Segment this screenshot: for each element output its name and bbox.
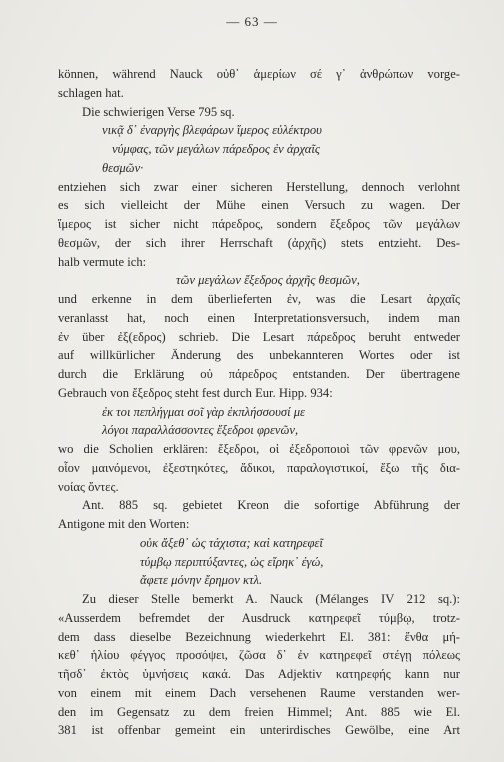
text-line: halb vermute ich:	[58, 254, 147, 269]
text-line: νικᾷ δ᾿ ἐναργὴς βλεφάρων ἵμερος εὐλέκτρου	[102, 123, 322, 138]
text-line: νύμφας, τῶν μεγάλων πάρεδρος ἐν ἀρχαῖς	[112, 142, 320, 156]
text-line: θεσμῶν, der sich ihrer Herrschaft (ἀρχῆς) stets entzieht. Des-	[58, 235, 460, 250]
text-line: 381 ist offenbar gemeint ein unterirdisches Gewölbe, eine Art	[58, 723, 460, 738]
text-line: von einem mit einem Dach versehenen Raume verstanden wer-	[58, 685, 460, 700]
body-text	[58, 65, 460, 740]
text-line: οἷον μαινόμενοι, ἐξεστηκότες, ἄδικοι, παραλογιστικοί, ἔξω τῆς δια-	[58, 460, 460, 475]
text-line: ἐν über ἐξ(εδρος) schrieb. Die Lesart πάρεδρος beruht entweder	[58, 329, 460, 344]
text-line: νοίας ὄντες.	[58, 479, 119, 494]
text-line: θεσμῶν·	[102, 160, 144, 175]
text-line: es sich vielleicht der Mühe einen Versuch zu wagen. Der	[58, 198, 460, 213]
text-line: τύμβῳ περιπτύξαντες, ὡς εἴρηκ᾿ ἐγώ,	[140, 554, 324, 569]
text-line: λόγοι παραλλάσσοντες ἔξεδροι φρενῶν,	[102, 423, 299, 438]
text-line: durch die Erklärung οὐ πάρεδρος entstanden. Der übertragene	[58, 367, 460, 381]
text-line: Antigone mit den Worten:	[58, 517, 190, 531]
text-line: τῆσδ᾿ ἐκτὸς ὑμνήσεις κακά. Das Adjektiv κατηρεφής kann nur	[58, 667, 460, 681]
text-line: ἐκ τοι πεπλήγμαι σοῖ γὰρ ἐκπλήσσουσί με	[102, 404, 306, 419]
text-line: dem dass dieselbe Bezeichnung wiederkehrt El. 381: ἔνθα μή-	[58, 629, 460, 644]
text-line: κεθ᾿ ἡλίου φέγγος προσόψει, ζῶσα δ᾿ ἐν κατηρεφεῖ στέγῃ πόλεως	[58, 648, 460, 663]
text-line: und erkenne in dem überlieferten ἐν, was die Lesart ἀρχαῖς	[58, 292, 460, 306]
text-line: den im Gegensatz zu dem freien Himmel; Ant. 885 wie El.	[58, 704, 460, 719]
text-line: schlagen hat.	[58, 85, 124, 100]
text-line: Zu dieser Stelle bemerkt A. Nauck (Mélanges IV 212 sq.):	[82, 592, 460, 606]
text-line: wo die Scholien erklären: ἔξεδροι, οἱ ἐξεδροποιοὶ τῶν φρενῶν μου,	[58, 442, 460, 456]
text-line: τῶν μεγάλων ἔξεδρος ἀρχῆς θεσμῶν,	[176, 273, 360, 288]
text-line: ἄφετε μόνην ἔρημον κτλ.	[140, 573, 263, 588]
text-line: veranlasst hat, noch einen Interpretationsversuch, indem man	[58, 310, 460, 325]
text-line: Die schwierigen Verse 795 sq.	[82, 104, 235, 119]
text-line: Ant. 885 sq. gebietet Kreon die sofortige Abführung der	[82, 498, 460, 513]
text-line: οὐκ ἄξεθ᾿ ὡς τάχιστα; καὶ κατηρεφεῖ	[140, 535, 323, 550]
text-line: entziehen sich zwar einer sicheren Herstellung, dennoch verlohnt	[58, 179, 460, 194]
text-line: «Ausserdem befremdet der Ausdruck κατηρεφεῖ τύμβῳ, trotz-	[58, 610, 460, 625]
text-line: ἵμερος ist sicher nicht πάρεδρος, sondern ἔξεδρος τῶν μεγάλων	[58, 217, 460, 231]
text-line: können, während Nauck οὐθ᾿ ἁμερίων σέ γ᾿ ἀνθρώπων vorge-	[58, 67, 460, 81]
text-line: Gebrauch von ἔξεδρος steht fest durch Eur. Hipp. 934:	[58, 385, 333, 400]
page-number: — 63 —	[226, 14, 278, 29]
text-line: auf willkürlicher Änderung des unbekannteren Wortes oder ist	[58, 348, 460, 363]
